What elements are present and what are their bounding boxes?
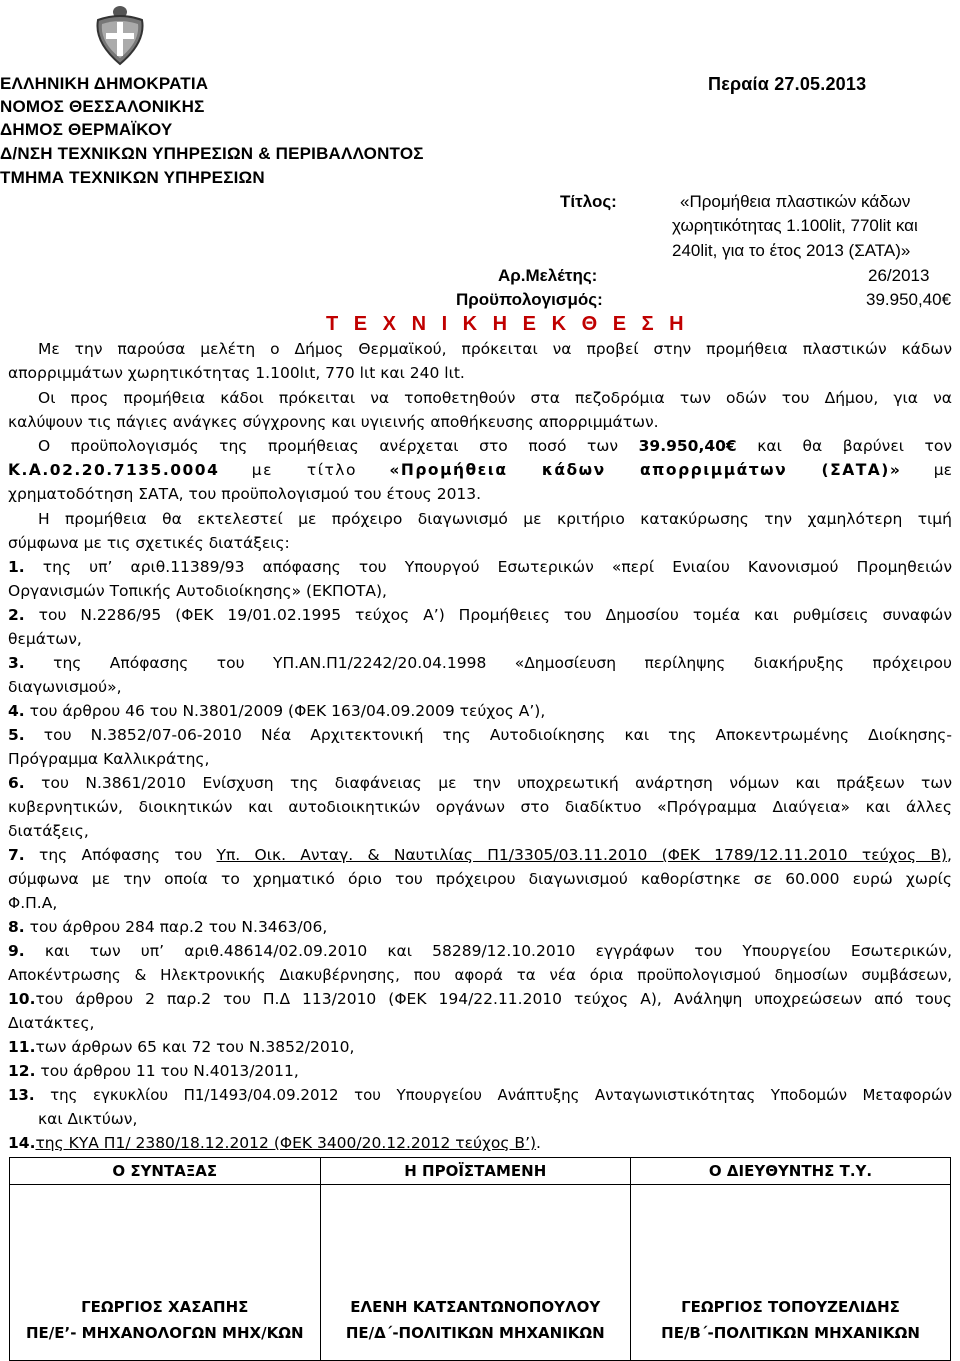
signatory-name: ΕΛΕΝΗ ΚΑΤΣΑΝΤΩΝΟΠΟΥΛΟΥ [350, 1298, 601, 1316]
item-text: των άρθρων 65 και 72 του Ν.3852/2010, [35, 1038, 355, 1056]
list-item [8, 700, 952, 722]
signatory-name: ΓΕΩΡΓΙΟΣ ΧΑΣΑΠΗΣ [81, 1298, 249, 1316]
item-number: 11. [8, 1038, 36, 1056]
paragraph-line: Με την παρούσα μελέτη ο Δήμος Θερμαϊκού, πρόκειται να προβεί στην προμήθεια πλαστικών κάδων [38, 340, 952, 358]
org-line: ΔΗΜΟΣ ΘΕΡΜΑΪΚΟΥ [0, 120, 173, 139]
org-line: Δ/ΝΣΗ ΤΕΧΝΙΚΩΝ ΥΠΗΡΕΣΙΩΝ & ΠΕΡΙΒΑΛΛΟΝΤΟΣ [0, 144, 424, 163]
signatory-role: ΠΕ/Β΄-ΠΟΛΙΤΙΚΩΝ ΜΗΧΑΝΙΚΩΝ [661, 1324, 920, 1342]
list-item [8, 1036, 952, 1058]
item-number: 1. [8, 558, 25, 576]
item-number: 7. [8, 846, 25, 864]
list-item [8, 988, 952, 1010]
list-item [8, 940, 952, 962]
signature-header: Ο ΣΥΝΤΑΞΑΣ [10, 1158, 321, 1185]
list-item [8, 772, 952, 794]
item-number: 10. [8, 990, 36, 1008]
item-number: 6. [8, 774, 25, 792]
org-line: ΝΟΜΟΣ ΘΕΣΣΑΛΟΝΙΚΗΣ [0, 97, 205, 116]
list-item-cont: Οργανισμών Τοπικής Αυτοδιοίκησης» (ΕΚΠΟΤΑ), [8, 582, 387, 600]
item-number: 8. [8, 918, 25, 936]
signature-cell [10, 1185, 321, 1361]
paragraph-line: χρηματοδότηση ΣΑΤΑ, του προϋπολογισμού του έτους 2013. [8, 485, 482, 503]
title-label: Τίτλος: [560, 192, 617, 211]
item-number: 3. [8, 654, 25, 672]
signatory-role: ΠΕ/Δ΄-ΠΟΛΙΤΙΚΩΝ ΜΗΧΑΝΙΚΩΝ [345, 1324, 605, 1342]
study-label: Αρ.Μελέτης: [498, 266, 598, 285]
item-text: και των υπ’ αριθ.48614/02.09.2010 και 58289/12.10.2010 εγγράφων του Υπουργείου Εσωτερικών, [44, 942, 952, 960]
org-line: ΕΛΛΗΝΙΚΗ ΔΗΜΟΚΡΑΤΙΑ [0, 74, 209, 93]
item-text: του άρθρου 11 του Ν.4013/2011, [40, 1062, 299, 1080]
paragraph-line: Η προμήθεια θα εκτελεστεί με πρόχειρο διαγωνισμό με κριτήριο κατακύρωσης την χαμηλότερη τιμή [38, 510, 952, 528]
list-item-cont: θεμάτων, [8, 630, 82, 648]
list-item-cont: διατάξεις, [8, 822, 89, 840]
item-number: 4. [8, 702, 25, 720]
list-item [8, 652, 952, 674]
item-text: του άρθρου 46 του Ν.3801/2009 (ΦΕΚ 163/04.09.2009 τεύχος Α’), [29, 702, 546, 720]
list-item-cont: διαγωνισμού», [8, 678, 122, 696]
item-text: , [947, 846, 952, 864]
text: με τίτλο [251, 461, 357, 479]
org-line: ΤΜΗΜΑ ΤΕΧΝΙΚΩΝ ΥΠΗΡΕΣΙΩΝ [0, 168, 265, 187]
item-text: του Ν.2286/95 (ΦΕΚ 19/01.02.1995 τεύχος Α’) Προμήθειες του Δημοσίου τομέα και ρυθμίσεις συναφών [38, 606, 952, 624]
greek-emblem-icon [92, 2, 148, 68]
list-item [8, 1084, 952, 1106]
title-value-line: 240lit, για το έτος 2013 (ΣΑΤΑ)» [672, 241, 911, 260]
item-number: 14. [8, 1134, 36, 1152]
list-item [8, 1060, 952, 1082]
item-link-text: της ΚΥΑ Π1/ 2380/18.12.2012 (ΦΕΚ 3400/20.12.2012 τεύχος Β’) [35, 1134, 537, 1152]
item-text: της Απόφασης του ΥΠ.ΑΝ.Π1/2242/20.04.1998 «Δημοσίευση περίληψης διακήρυξης πρόχειρου [53, 654, 952, 672]
item-text: της Απόφασης του [38, 846, 217, 864]
budget-title: «Προμήθεια κάδων απορριμμάτων (ΣΑΤΑ)» [389, 461, 902, 479]
item-number: 9. [8, 942, 25, 960]
list-item-cont: και Δικτύων, [38, 1110, 138, 1128]
item-number: 12. [8, 1062, 36, 1080]
title-value-line: χωρητικότητας 1.100lit, 770lit και [672, 216, 918, 235]
signatures-table [9, 1157, 951, 1361]
signature-header: Ο ΔΙΕΥΘΥΝΤΗΣ Τ.Υ. [631, 1158, 951, 1185]
list-item-cont: Διατάκτες, [8, 1014, 95, 1032]
list-item-cont: Αποκέντρωσης & Ηλεκτρονικής Διακυβέρνησης, που αφορά τα νέα όρια προϋπολογισμού δημοσίων συμβάσεων, [8, 966, 952, 984]
item-number: 13. [8, 1086, 35, 1104]
item-link-text: Υπ. Οικ. Ανταγ. & Ναυτιλίας Π1/3305/03.11.2010 (ΦΕΚ 1789/12.11.2010 τεύχος Β) [216, 846, 948, 864]
paragraph-line: σύμφωνα με τις σχετικές διατάξεις: [8, 534, 290, 552]
item-number: 2. [8, 606, 25, 624]
item-text: της εγκυκλίου Π1/1493/04.09.2012 του Υπουργείου Ανάπτυξης Ανταγωνιστικότητας Υποδομών Μεταφορών [50, 1086, 952, 1104]
signature-header: Η ΠΡΟΪΣΤΑΜΕΝΗ [320, 1158, 631, 1185]
signature-cell [320, 1185, 631, 1361]
text: και θα βαρύνει τον [757, 437, 952, 455]
list-item [8, 724, 952, 746]
signatory-name: ΓΕΩΡΓΙΟΣ ΤΟΠΟΥΖΕΛΙΔΗΣ [681, 1298, 900, 1316]
item-text: του άρθρου 284 παρ.2 του Ν.3463/06, [29, 918, 328, 936]
item-text: του Ν.3852/07-06-2010 Νέα Αρχιτεκτονική της Αυτοδιοίκησης και της Αποκεντρωμένης Διοίκησης- [43, 726, 953, 744]
study-value: 26/2013 [868, 266, 930, 285]
list-item-cont: Φ.Π.Α, [8, 894, 58, 912]
section-title: Τ Ε Χ Ν Ι Κ Η Ε Κ Θ Ε Σ Η [326, 313, 689, 335]
amount: 39.950,40€ [638, 437, 737, 455]
place-date: Περαία 27.05.2013 [708, 74, 867, 94]
text: Ο προϋπολογισμός της προμήθειας ανέρχεται στο ποσό των [38, 437, 619, 455]
item-text: του Ν.3861/2010 Ενίσχυση της διαφάνειας με την υποχρεωτική ανάρτηση νόμων και πράξεων των [41, 774, 952, 792]
list-item [8, 556, 952, 578]
list-item [8, 844, 952, 866]
paragraph-line: Οι προς προμήθεια κάδοι πρόκειται να τοποθετηθούν στα πεζοδρόμια των οδών του Δήμου, για να [38, 389, 952, 407]
list-item [8, 1132, 952, 1154]
paragraph-line: καλύψουν τις πάγιες ανάγκες σύγχρονης και υγιεινής αποθήκευσης απορριμμάτων. [8, 413, 659, 431]
title-value-line: «Προμήθεια πλαστικών κάδων [680, 192, 911, 211]
list-item-cont: σύμφωνα με την οποία το χρηματικό όριο του πρόχειρου διαγωνισμού καθορίστηκε σε 60.000 ευρώ χωρίς [8, 870, 952, 888]
budget-label: Προϋπολογισμός: [456, 290, 603, 309]
list-item-cont: κυβερνητικών, διοικητικών και αυτοδιοικητικών οργάνων στο διαδίκτυο «Πρόγραμμα Διαύγεια» και άλλες [8, 798, 952, 816]
signature-cell [631, 1185, 951, 1361]
paragraph-line: απορριμμάτων χωρητικότητας 1.100lιt, 770 lιt και 240 lιt. [8, 364, 465, 382]
item-text: . [536, 1134, 541, 1152]
budget-value: 39.950,40€ [866, 290, 952, 309]
item-number: 5. [8, 726, 25, 744]
signatory-role: ΠΕ/Ε’- ΜΗΧΑΝΟΛΟΓΩΝ ΜΗΧ/ΚΩΝ [25, 1324, 304, 1342]
item-text: της υπ’ αριθ.11389/93 απόφασης του Υπουργού Εσωτερικών «περί Ενιαίου Κανονισμού Προμηθειών [42, 558, 952, 576]
paragraph-line [8, 459, 952, 481]
list-item-cont: Πρόγραμμα Καλλικράτης, [8, 750, 210, 768]
list-item [8, 916, 952, 938]
budget-code: Κ.Α.02.20.7135.0004 [8, 461, 220, 479]
text: με [933, 461, 953, 479]
paragraph-line [38, 435, 952, 457]
list-item [8, 604, 952, 626]
item-text: του άρθρου 2 παρ.2 του Π.Δ 113/2010 (ΦΕΚ 194/22.11.2010 τεύχος Α), Ανάληψη υποχρεώσεων από τους [35, 990, 952, 1008]
